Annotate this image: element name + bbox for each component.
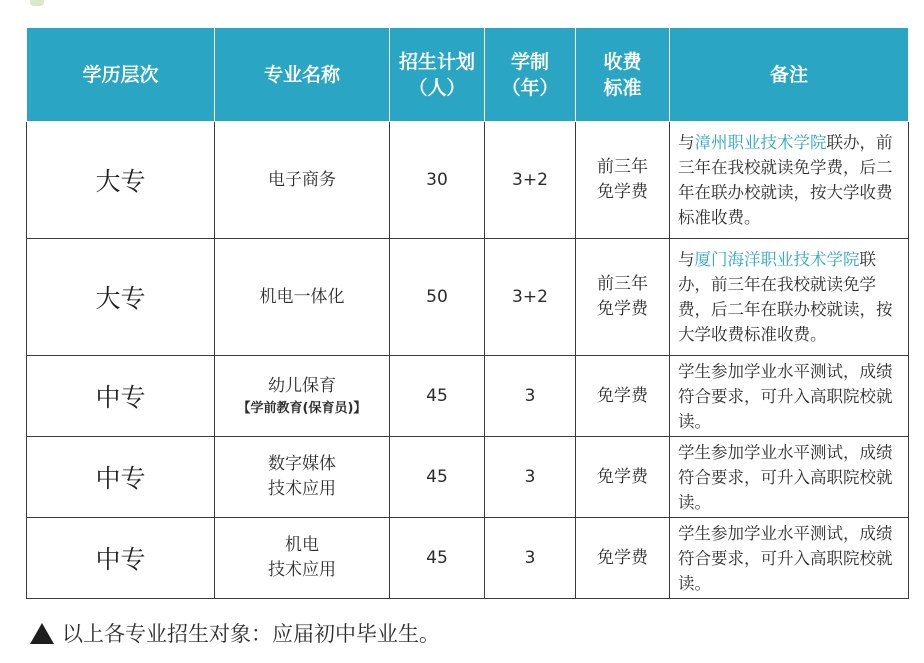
cell-fee: 前三年 免学费: [576, 239, 670, 356]
cell-fee: 免学费: [576, 518, 670, 599]
cell-fee: 免学费: [576, 437, 670, 518]
cell-level: 中专: [27, 356, 215, 437]
triangle-up-icon: [30, 623, 54, 644]
cell-years: 3: [485, 437, 576, 518]
cell-years: 3: [485, 518, 576, 599]
cell-remark: [670, 239, 909, 356]
cell-plan: 45: [390, 356, 485, 437]
header-remark: 备注: [670, 28, 909, 122]
remark-body: 联办，前三年在我校就读免学费，后二年在联办校就读，按大学收费标准收费。: [678, 250, 893, 344]
footnote-text: 以上各专业招生对象：应届初中毕业生。: [62, 622, 440, 646]
cell-years: 3: [485, 356, 576, 437]
header-major: 专业名称: [215, 28, 390, 122]
partner-school-name: 漳州职业技术学院: [694, 133, 827, 152]
cell-level: 大专: [27, 239, 215, 356]
header-plan: 招生计划 （人）: [390, 28, 485, 122]
remark-body: 学生参加学业水平测试，成绩符合要求，可升入高职院校就读。: [678, 442, 893, 512]
cell-level: 大专: [27, 122, 215, 239]
remark-prefix: 与: [678, 133, 695, 152]
cell-years: 3+2: [485, 239, 576, 356]
remark-body: 联办，前三年在我校就读免学费，后二年在联办校就读，按大学收费标准收费。: [678, 133, 893, 227]
table-row: [27, 356, 909, 437]
header-years: 学制 （年）: [485, 28, 576, 122]
partner-school-name: 厦门海洋职业技术学院: [694, 250, 860, 269]
cell-fee: 免学费: [576, 356, 670, 437]
cell-years: 3+2: [485, 122, 576, 239]
remark-prefix: 与: [678, 250, 695, 269]
table-row: [27, 239, 909, 356]
cell-major: 电子商务: [215, 122, 390, 239]
header-level: 学历层次: [27, 28, 215, 122]
cell-plan: 50: [390, 239, 485, 356]
cell-remark: [670, 122, 909, 239]
major-sub-label: 【学前教育(保育员)】: [237, 400, 367, 416]
cell-remark: [670, 437, 909, 518]
table-row: [27, 437, 909, 518]
cell-major: 幼儿保育 【学前教育(保育员)】: [215, 356, 390, 437]
cell-plan: 30: [390, 122, 485, 239]
cell-fee: 前三年 免学费: [576, 122, 670, 239]
enrollment-footnote: [30, 618, 440, 648]
cell-remark: [670, 518, 909, 599]
cell-plan: 45: [390, 437, 485, 518]
top-accent-decoration: [30, 0, 44, 6]
cell-major: 机电一体化: [215, 239, 390, 356]
remark-body: 学生参加学业水平测试，成绩符合要求，可升入高职院校就读。: [678, 361, 893, 431]
remark-body: 学生参加学业水平测试，成绩符合要求，可升入高职院校就读。: [678, 523, 893, 593]
cell-plan: 45: [390, 518, 485, 599]
table-row: [27, 122, 909, 239]
cell-major: 机电 技术应用: [215, 518, 390, 599]
cell-major: 数字媒体 技术应用: [215, 437, 390, 518]
cell-level: 中专: [27, 518, 215, 599]
cell-level: 中专: [27, 437, 215, 518]
enrollment-table: [26, 27, 909, 599]
table-header-row: [27, 28, 909, 122]
cell-remark: [670, 356, 909, 437]
header-fee: 收费 标准: [576, 28, 670, 122]
table-row: [27, 518, 909, 599]
